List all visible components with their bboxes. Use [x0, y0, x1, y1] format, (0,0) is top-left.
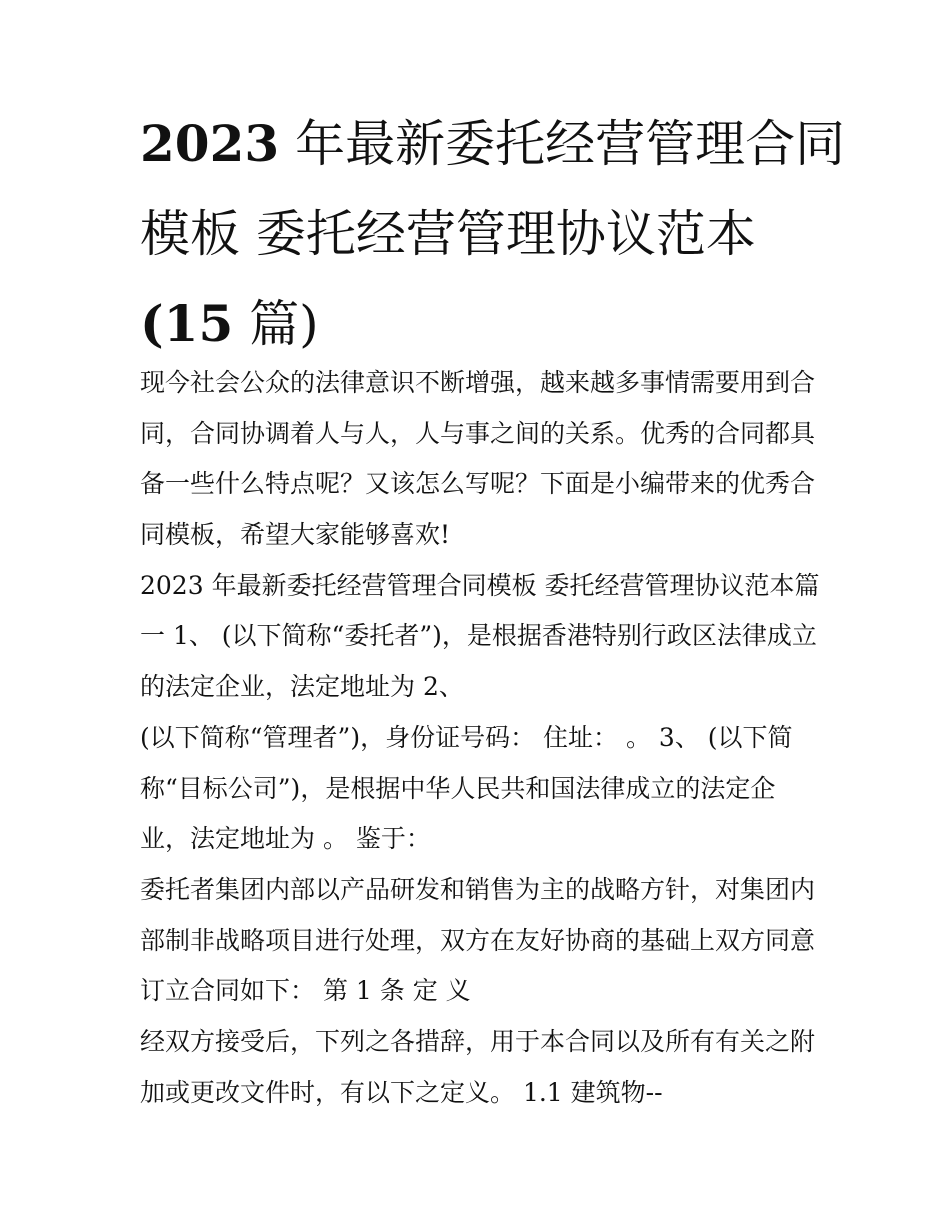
- body-line: 经双方接受后，下列之各措辞，用于本合同以及所有有关之附: [140, 1026, 816, 1056]
- title-line-3: [140, 292, 812, 356]
- title-line-1: [140, 112, 846, 176]
- document-title: [140, 112, 846, 382]
- title-line-2-text: 模板 委托经营管理协议范本: [140, 205, 756, 263]
- title-line-3-number: (15: [140, 294, 234, 353]
- body-line: 现今社会公众的法律意识不断增强，越来越多事情需要用到合: [140, 368, 816, 397]
- title-line-3-text: 篇): [233, 295, 319, 353]
- body-line: 2023 年最新委托经营管理合同模板 委托经营管理协议范本篇: [140, 570, 820, 600]
- body-line: 同模板，希望大家能够喜欢!: [140, 520, 451, 550]
- document-body: [140, 358, 820, 1118]
- body-line: 一 1、 (以下简称“委托者”)，是根据香港特别行政区法律成立: [140, 621, 817, 651]
- title-line-1-text: 年最新委托经营管理合同: [279, 115, 846, 173]
- body-line: 的法定企业，法定地址为 2、: [140, 672, 464, 702]
- body-line: 同，合同协调着人与人，人与事之间的关系。优秀的合同都具: [140, 418, 816, 448]
- body-line: 称“目标公司”)，是根据中华人民共和国法律成立的法定企: [140, 773, 776, 803]
- body-line: 订立合同如下： 第 1 条 定 义: [140, 976, 471, 1006]
- body-line: 备一些什么特点呢？又该怎么写呢？下面是小编带来的优秀合: [140, 469, 816, 499]
- body-line: 部制非战略项目进行处理，双方在友好协商的基础上双方同意: [140, 925, 816, 955]
- body-line: 业，法定地址为 。 鉴于：: [140, 824, 431, 854]
- body-line: (以下简称“管理者”)，身份证号码： 住址： 。 3、 (以下简: [140, 722, 793, 752]
- title-line-1-number: 2023: [140, 114, 280, 173]
- title-line-2: [140, 202, 812, 266]
- body-line: 委托者集团内部以产品研发和销售为主的战略方针，对集团内: [140, 874, 816, 904]
- body-line: 加或更改文件时，有以下之定义。 1.1 建筑物--: [140, 1077, 663, 1107]
